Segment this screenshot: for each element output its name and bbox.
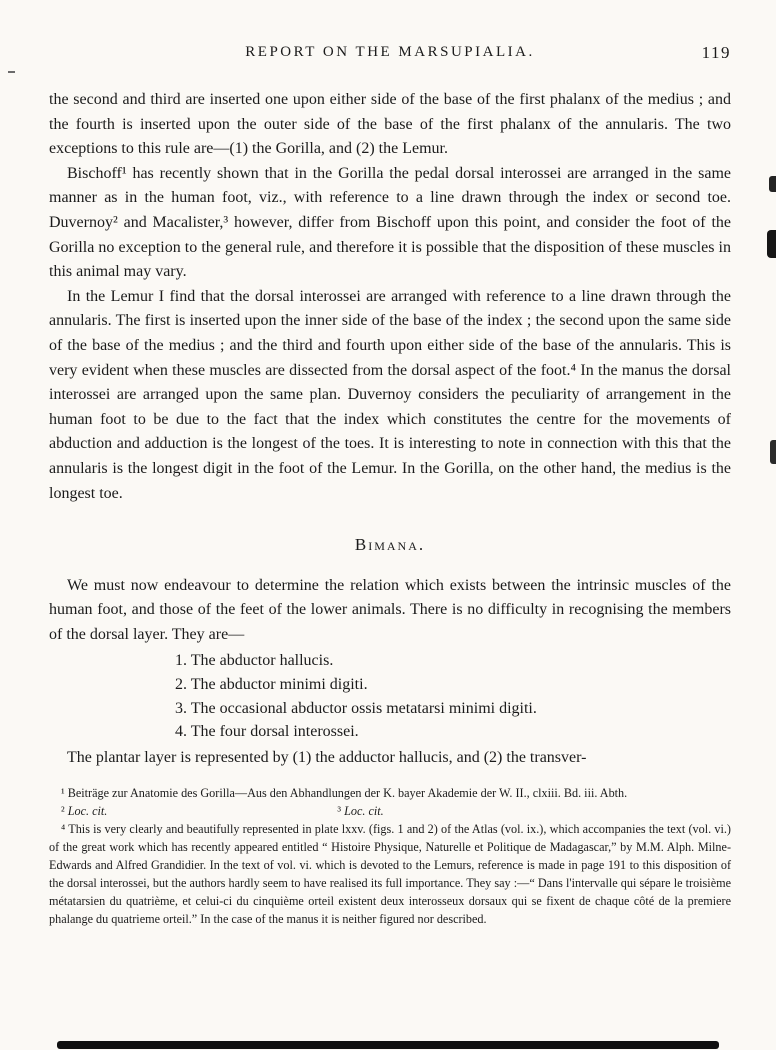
- running-header-title: REPORT ON THE MARSUPIALIA.: [245, 44, 535, 60]
- dorsal-layer-list: [175, 649, 731, 743]
- scan-artifact-left-dash: [8, 71, 15, 73]
- footnote-2-marker: ²: [61, 804, 65, 819]
- list-item-2: 2. The abductor minimi digiti.: [175, 676, 368, 694]
- scan-artifact-bottom-bar: [57, 1041, 719, 1049]
- paragraph-continuation: the second and third are inserted one upon either side of the base of the first phalanx of the medius ; and the fourth is inserted upon the outer side of the base of the first phalanx of the annularis. The two exceptions to this rule are—(1) the Gorilla, and (2) the Lemur.: [49, 91, 731, 158]
- scan-artifact-right-edge-mark: [770, 440, 776, 464]
- footnote-1: ¹ Beiträge zur Anatomie des Gorilla—Aus den Abhandlungen der K. bayer Akademie der W. II., clxiii. Bd. iii. Abth.: [61, 786, 628, 801]
- list-item-4: 4. The four dorsal interossei.: [175, 723, 359, 741]
- body-text: [49, 88, 731, 770]
- footnote-2-text: Loc. cit.: [67, 804, 108, 819]
- paragraph-plantar-layer: The plantar layer is represented by (1) the adductor hallucis, and (2) the transver-: [67, 748, 587, 766]
- scan-artifact-right-edge-mark: [769, 176, 776, 192]
- page-number: 119: [701, 43, 731, 62]
- scan-artifact-right-edge-mark: [767, 230, 776, 258]
- footnote-3-text: Loc. cit.: [344, 804, 384, 819]
- footnote-3-marker: ³: [337, 804, 342, 819]
- paragraph-bimana-intro: We must now endeavour to determine the relation which exists between the intrinsic muscles of the human foot, and those of the feet of the lower animals. There is no difficulty in recognising the members of the dorsal layer. They are—: [49, 576, 731, 643]
- footnotes-section: [49, 784, 731, 928]
- footnote-4: ⁴ This is very clearly and beautifully represented in plate lxxv. (figs. 1 and 2) of the Atlas (vol. ix.), which accompanies the text (vol. vi.) of the great work which has recently appeared entitled “ Histoire Physique, Naturelle et Politique de Madagascar,” by M.M. Alph. Milne-Edwards and Alfred Grandidier. In the text of vol. vi. which is devoted to the Lemurs, reference is made in page 191 to this disposition of the dorsal interossei, but the authors hardly seem to have realised its full importance. They say :—“ Dans l'intervalle qui sépare le troisième métatarsien du quatrième, et celui-ci du cinquième orteil existent deux interosseux dorsaux qui se fixent de chaque côté de la premiere phalange du quatrieme orteil.” In the case of the manus it is neither figured nor described.: [49, 822, 731, 927]
- paragraph-lemur: In the Lemur I find that the dorsal interossei are arranged with reference to a line drawn through the annularis. The first is inserted upon the inner side of the base of the index ; the second upon the same side of the base of the medius ; and the third and fourth upon either side of the base of the annularis. This is very evident when these muscles are dissected from the dorsal aspect of the foot.⁴ In the manus the dorsal interossei are arranged upon the same plan. Duvernoy considers the peculiarity of arrangement in the human foot to be due to the fact that the index which constitutes the centre for the movements of abduction and adduction is the longest of the toes. It is interesting to note in connection with this that the annularis is the longest digit in the foot of the Lemur. In the Gorilla, on the other hand, the medius is the longest toe.: [49, 287, 731, 502]
- page-content: [49, 44, 731, 928]
- paragraph-bischoff: Bischoff¹ has recently shown that in the Gorilla the pedal dorsal interossei are arranged in the same manner as in the human foot, viz., with reference to a line drawn through the index or second toe. Duvernoy² and Macalister,³ however, differ from Bischoff upon this point, and consider the foot of the Gorilla no exception to the general rule, and therefore it is possible that the disposition of these muscles in this animal may vary.: [49, 164, 731, 281]
- running-header: [49, 44, 731, 66]
- section-heading-bimana: Bimana.: [354, 535, 426, 555]
- list-item-1: 1. The abductor hallucis.: [175, 652, 334, 670]
- footnote-2-3-line: [49, 802, 731, 820]
- list-item-3: 3. The occasional abductor ossis metatarsi minimi digiti.: [175, 699, 537, 717]
